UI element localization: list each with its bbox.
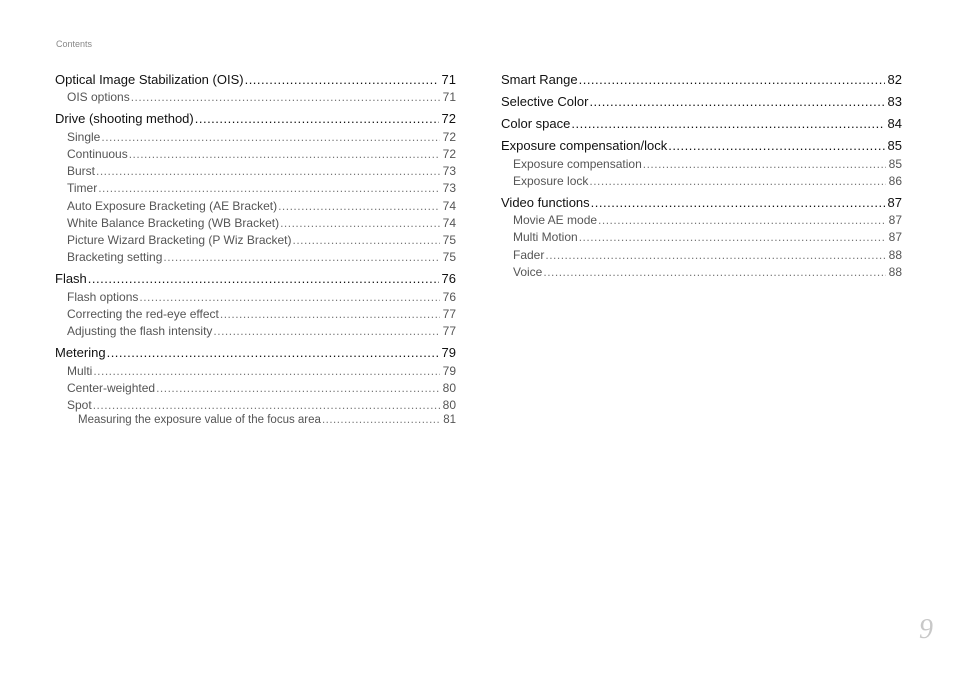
toc-entry-page: 75 xyxy=(442,233,456,247)
toc-entry-title: Center-weighted xyxy=(67,381,156,395)
toc-entry-title: Auto Exposure Bracketing (AE Bracket) xyxy=(67,199,278,213)
dot-leader xyxy=(643,157,886,171)
toc-entry-page: 76 xyxy=(442,290,456,304)
dot-leader xyxy=(579,230,886,244)
toc-entry-page: 79 xyxy=(441,345,456,360)
dot-leader xyxy=(668,138,884,153)
toc-entry-page: 71 xyxy=(441,72,456,87)
toc-entry-page: 77 xyxy=(442,307,456,321)
dot-leader xyxy=(543,265,885,279)
toc-entry-title: Exposure compensation xyxy=(513,157,642,171)
toc-entry-title: Multi Motion xyxy=(513,230,578,244)
dot-leader xyxy=(156,381,440,395)
dot-leader xyxy=(163,250,439,264)
toc-subsection-entry[interactable] xyxy=(501,157,902,171)
toc-entry-page: 77 xyxy=(442,324,456,338)
toc-subsection-entry[interactable] xyxy=(55,250,456,264)
toc-entry-page: 74 xyxy=(442,216,456,230)
toc-entry-page: 74 xyxy=(442,199,456,213)
toc-entry-title: Optical Image Stabilization (OIS) xyxy=(55,72,244,87)
toc-entry-title: Smart Range xyxy=(501,72,578,87)
toc-subsection-entry[interactable] xyxy=(55,233,456,247)
toc-entry-title: Selective Color xyxy=(501,94,589,109)
dot-leader xyxy=(139,290,439,304)
dot-leader xyxy=(545,248,885,262)
toc-entry-page: 72 xyxy=(442,147,456,161)
toc-subsection-entry[interactable] xyxy=(501,265,902,279)
dot-leader xyxy=(280,216,440,230)
dot-leader xyxy=(93,398,440,412)
toc-subsection-entry[interactable] xyxy=(501,248,902,262)
toc-entry-title: Correcting the red-eye effect xyxy=(67,307,219,321)
toc-entry-title: Movie AE mode xyxy=(513,213,598,227)
toc-subsection-entry[interactable] xyxy=(55,414,456,426)
toc-entry-page: 88 xyxy=(888,248,902,262)
toc-chapter-entry[interactable] xyxy=(501,116,902,131)
dot-leader xyxy=(245,72,439,87)
toc-subsection-entry[interactable] xyxy=(55,381,456,395)
toc-entry-page: 75 xyxy=(442,250,456,264)
toc-entry-page: 79 xyxy=(442,364,456,378)
toc-entry-page: 76 xyxy=(441,271,456,286)
toc-entry-title: Color space xyxy=(501,116,571,131)
toc-entry-title: Drive (shooting method) xyxy=(55,111,194,126)
dot-leader xyxy=(589,174,885,188)
toc-entry-page: 85 xyxy=(888,157,902,171)
toc-subsection-entry[interactable] xyxy=(55,147,456,161)
toc-subsection-entry[interactable] xyxy=(55,181,456,195)
toc-entry-title: Adjusting the flash intensity xyxy=(67,324,213,338)
dot-leader xyxy=(591,195,885,210)
toc-entry-title: Spot xyxy=(67,398,92,412)
toc-entry-title: Picture Wizard Bracketing (P Wiz Bracket) xyxy=(67,233,292,247)
dot-leader xyxy=(571,116,884,131)
toc-entry-title: White Balance Bracketing (WB Bracket) xyxy=(67,216,280,230)
toc-entry-title: Bracketing setting xyxy=(67,250,163,264)
toc-subsection-entry[interactable] xyxy=(55,164,456,178)
dot-leader xyxy=(195,111,439,126)
toc-entry-page: 88 xyxy=(888,265,902,279)
toc-chapter-entry[interactable] xyxy=(55,271,456,286)
dot-leader xyxy=(88,271,439,286)
dot-leader xyxy=(101,130,439,144)
dot-leader xyxy=(96,164,440,178)
toc-entry-title: OIS options xyxy=(67,90,130,104)
dot-leader xyxy=(579,72,885,87)
toc-entry-page: 84 xyxy=(887,116,902,131)
toc-subsection-entry[interactable] xyxy=(55,130,456,144)
toc-entry-page: 73 xyxy=(442,164,456,178)
toc-subsection-entry[interactable] xyxy=(55,199,456,213)
toc-entry-title: Burst xyxy=(67,164,96,178)
toc-entry-page: 82 xyxy=(887,72,902,87)
toc-entry-page: 86 xyxy=(888,174,902,188)
toc-entry-title: Flash xyxy=(55,271,87,286)
dot-leader xyxy=(131,90,440,104)
toc-chapter-entry[interactable] xyxy=(55,345,456,360)
dot-leader xyxy=(278,199,440,213)
toc-subsection-entry[interactable] xyxy=(55,90,456,104)
toc-subsection-entry[interactable] xyxy=(501,230,902,244)
toc-entry-page: 83 xyxy=(887,94,902,109)
toc-subsection-entry[interactable] xyxy=(55,290,456,304)
toc-chapter-entry[interactable] xyxy=(501,195,902,210)
toc-chapter-entry[interactable] xyxy=(501,138,902,153)
toc-entry-title: Timer xyxy=(67,181,98,195)
toc-subsection-entry[interactable] xyxy=(55,324,456,338)
toc-entry-title: Flash options xyxy=(67,290,139,304)
toc-entry-title: Multi xyxy=(67,364,93,378)
toc-subsection-entry[interactable] xyxy=(501,174,902,188)
toc-entry-page: 81 xyxy=(443,414,456,426)
toc-entry-title: Measuring the exposure value of the focus area xyxy=(78,414,321,426)
dot-leader xyxy=(98,181,439,195)
toc-entry-title: Fader xyxy=(513,248,545,262)
toc-entry-page: 72 xyxy=(442,130,456,144)
toc-subsection-entry[interactable] xyxy=(501,213,902,227)
toc-entry-title: Metering xyxy=(55,345,106,360)
page-number: 9 xyxy=(919,614,933,645)
toc-subsection-entry[interactable] xyxy=(55,216,456,230)
toc-entry-page: 80 xyxy=(442,398,456,412)
dot-leader xyxy=(293,233,440,247)
toc-entry-title: Single xyxy=(67,130,101,144)
dot-leader xyxy=(93,364,439,378)
dot-leader xyxy=(107,345,439,360)
toc-entry-title: Exposure lock xyxy=(513,174,589,188)
toc-entry-page: 72 xyxy=(441,111,456,126)
toc-subsection-entry[interactable] xyxy=(55,398,456,412)
toc-entry-title: Continuous xyxy=(67,147,128,161)
section-header: Contents xyxy=(56,39,93,49)
dot-leader xyxy=(589,94,884,109)
toc-entry-page: 71 xyxy=(442,90,456,104)
dot-leader xyxy=(220,307,440,321)
toc-entry-page: 87 xyxy=(888,230,902,244)
toc-entry-page: 85 xyxy=(887,138,902,153)
toc-entry-title: Video functions xyxy=(501,195,590,210)
toc-chapter-entry[interactable] xyxy=(501,72,902,87)
dot-leader xyxy=(213,324,439,338)
toc-entry-page: 87 xyxy=(887,195,902,210)
dot-leader xyxy=(598,213,886,227)
dot-leader xyxy=(129,147,440,161)
toc-entry-page: 80 xyxy=(442,381,456,395)
toc-entry-title: Exposure compensation/lock xyxy=(501,138,668,153)
toc-chapter-entry[interactable] xyxy=(55,72,456,87)
toc-entry-page: 87 xyxy=(888,213,902,227)
dot-leader xyxy=(322,414,440,426)
toc-chapter-entry[interactable] xyxy=(501,94,902,109)
toc-entry-title: Voice xyxy=(513,265,543,279)
toc-chapter-entry[interactable] xyxy=(55,111,456,126)
toc-entry-page: 73 xyxy=(442,181,456,195)
toc-subsection-entry[interactable] xyxy=(55,364,456,378)
toc-subsection-entry[interactable] xyxy=(55,307,456,321)
